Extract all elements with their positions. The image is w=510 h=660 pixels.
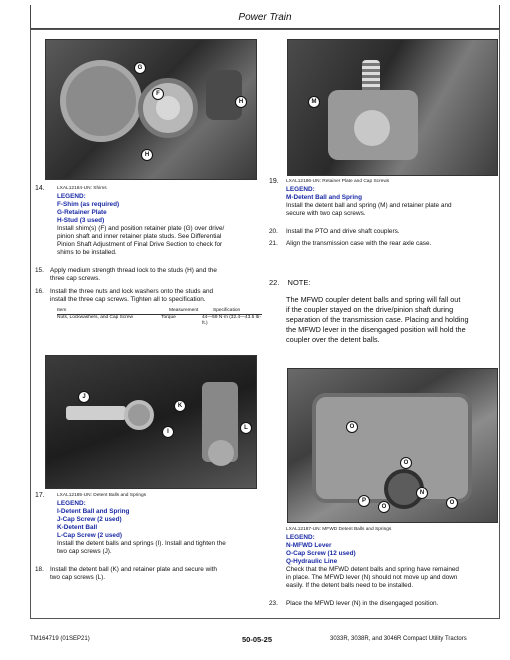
- callout-f: F: [152, 88, 164, 100]
- photo-retainer-plate: [287, 39, 498, 176]
- callout-o: O: [400, 457, 412, 469]
- step-number: 20.: [269, 228, 278, 235]
- callout-l: L: [240, 422, 252, 434]
- step-number: 14.: [35, 185, 45, 192]
- legend-title: LEGEND:: [286, 534, 315, 541]
- step-text: Apply medium strength thread lock to the studs (H) and the: [50, 267, 217, 274]
- step-text: Install the three nuts and lock washers onto the studs and: [50, 288, 214, 295]
- step-number: 15.: [35, 267, 44, 274]
- photo-mfwd-detent: [287, 368, 498, 523]
- figure-id: LXAL12184-UN: Shims: [57, 186, 107, 191]
- figure-id: LXAL12187-UN: MFWD Detent Balls and Springs: [286, 527, 392, 532]
- legend-title: LEGEND:: [286, 186, 315, 193]
- step-text: two cap screws (J).: [57, 548, 112, 555]
- step-text: Align the transmission case with the rear axle case.: [286, 240, 432, 247]
- step-number: 23.: [269, 600, 278, 607]
- note-label: NOTE:: [287, 278, 311, 287]
- figure-caption-mfwd: [286, 526, 498, 590]
- spec-header: Item Measurement Specification: [57, 308, 262, 315]
- page-title: Power Train: [238, 12, 292, 23]
- step-text: install the three cap screws. Tighten all to specification.: [50, 296, 206, 303]
- callout-g: G: [134, 62, 146, 74]
- step-text: secure with two cap screws.: [286, 210, 366, 217]
- step-text: Place the MFWD lever (N) in the disengaged position.: [286, 600, 439, 607]
- step-number: 16.: [35, 288, 44, 295]
- callout-h: H: [235, 96, 247, 108]
- spec-table: [57, 308, 262, 327]
- step-text: Pinion Shaft Adjustment of Final Drive Section to check for: [57, 241, 223, 248]
- step-text: two cap screws (L).: [50, 574, 106, 581]
- step-number: 18.: [35, 566, 44, 573]
- page-frame: [30, 29, 500, 619]
- callout-h: H: [141, 149, 153, 161]
- callout-k: K: [174, 400, 186, 412]
- legend-item: I-Detent Ball and Spring: [57, 508, 130, 515]
- callout-m: M: [308, 96, 320, 108]
- step-text: Install the detent balls and springs (I). Install and tighten the: [57, 540, 226, 547]
- figure-caption-detent: [57, 492, 262, 556]
- callout-o: O: [378, 501, 390, 513]
- legend-item: H-Stud (3 used): [57, 217, 105, 224]
- step-text: three cap screws.: [50, 275, 101, 282]
- step-text: Install the detent ball (K) and retainer plate and secure with: [50, 566, 217, 573]
- figure-caption-retainer: [286, 178, 498, 218]
- header-bar: [30, 5, 500, 29]
- callout-p: P: [358, 495, 370, 507]
- step-number: 19.: [269, 178, 279, 185]
- page-number: 50-05-25: [242, 635, 273, 644]
- legend-item: F-Shim (as required): [57, 201, 120, 208]
- legend-item: J-Cap Screw (2 used): [57, 516, 122, 523]
- legend-title: LEGEND:: [57, 193, 86, 200]
- footer-product: 3033R, 3038R, and 3046R Compact Utility Tractors: [330, 636, 467, 642]
- legend-item: L-Cap Screw (2 used): [57, 532, 122, 539]
- callout-n: N: [416, 487, 428, 499]
- step-text: Check that the MFWD detent balls and spring have remained: [286, 566, 459, 573]
- photo-detent-balls: [45, 355, 257, 489]
- legend-item: K-Detent Ball: [57, 524, 98, 531]
- step-text: in place. The MFWD lever (N) should not move up and down: [286, 574, 458, 581]
- step-22: [269, 278, 310, 287]
- step-number: 21.: [269, 240, 278, 247]
- legend-item: G-Retainer Plate: [57, 209, 107, 216]
- spec-row: Nuts, Lockwashers, and Cap Screw Torque 44—59 N·m (32.4—43.5 lb-ft.): [57, 315, 261, 326]
- legend-item: N-MFWD Lever: [286, 542, 332, 549]
- callout-i: I: [162, 426, 174, 438]
- note-text: The MFWD coupler detent balls and spring will fall out if the coupler stayed on the drive/pinion shaft during separation of the transmission case. Placing and holding the MFWD lever in the disengaged position will hold the coupler over the detent balls.: [286, 295, 469, 344]
- step-number: 17.: [35, 492, 45, 499]
- step-text: shims to be installed.: [57, 249, 117, 256]
- callout-j: J: [78, 391, 90, 403]
- figure-id: LXAL12186-UN: Retainer Plate and Cap Screws: [286, 179, 390, 184]
- step-text: Install the PTO and drive shaft couplers.: [286, 228, 400, 235]
- step-text: pinion shaft and inner retainer plate studs. See Differential: [57, 233, 222, 240]
- callout-o: O: [446, 497, 458, 509]
- callout-o: O: [346, 421, 358, 433]
- photo-shims: [45, 39, 257, 180]
- step-text: Install the detent ball and spring (M) and retainer plate and: [286, 202, 452, 209]
- legend-item: O-Cap Screw (12 used): [286, 550, 356, 557]
- legend-item: Q-Hydraulic Line: [286, 558, 338, 565]
- figure-caption-shims: [57, 185, 262, 257]
- legend-title: LEGEND:: [57, 500, 86, 507]
- figure-id: LXAL12185-UN: Detent Balls and Springs: [57, 493, 147, 498]
- legend-item: M-Detent Ball and Spring: [286, 194, 362, 201]
- step-number: 22.: [269, 278, 280, 287]
- footer-doc-id: TM164719 (01SEP21): [30, 636, 90, 642]
- step-text: Install shim(s) (F) and position retainer plate (G) over drive/: [57, 225, 225, 232]
- step-text: easily. If the detent balls need to be installed.: [286, 582, 414, 589]
